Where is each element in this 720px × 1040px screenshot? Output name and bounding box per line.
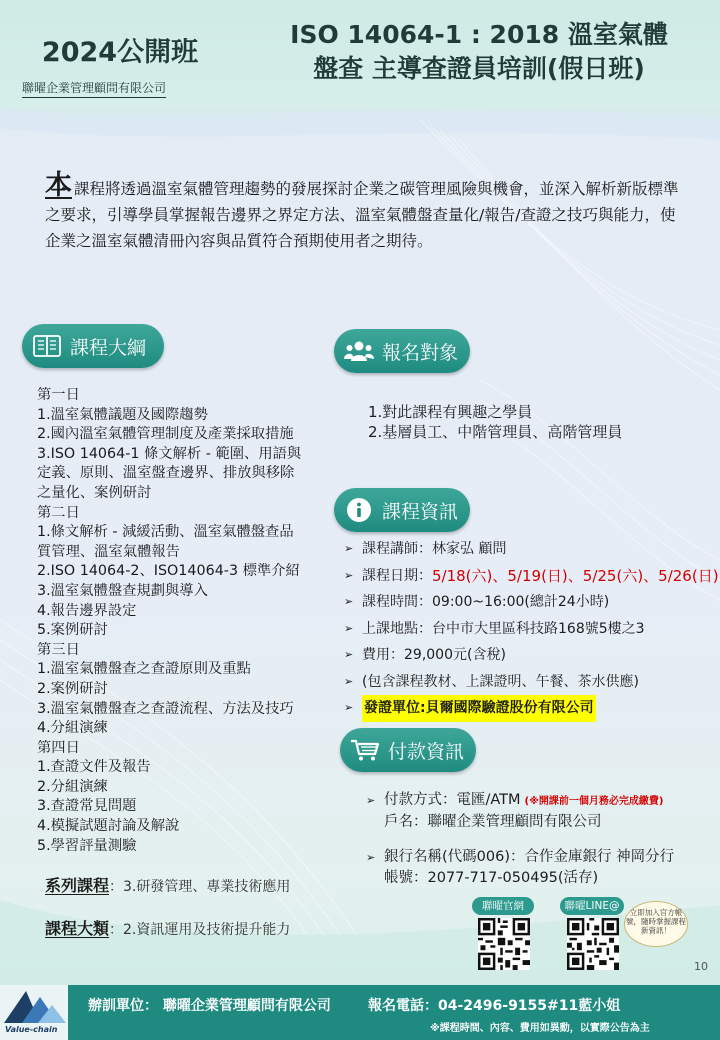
footer-organizer: 辦訓單位： 聯曜企業管理顧問有限公司 (88, 998, 331, 1014)
list-item: 2.基層員工、中階管理員、高階管理員 (368, 423, 623, 441)
payment-info (366, 790, 674, 888)
list-item: 第四日 (37, 739, 80, 756)
payment-note: (※開課前一個月務必完成繳費) (524, 796, 664, 807)
info-fee-text: 費用：29,000元(含稅) (362, 647, 506, 663)
category-value: ：2.資訊運用及技術提升能力 (109, 922, 291, 938)
list-item: 4.模擬試題討論及解說 (37, 818, 180, 835)
page-number: 10 (694, 960, 708, 973)
arrow-bullet-icon: ➢ (366, 794, 376, 807)
people-icon (344, 336, 374, 366)
series-value: ：3.研發管理、專業技術應用 (109, 879, 291, 895)
arrow-bullet-icon: ➢ (344, 595, 354, 608)
course-title-line1: ISO 14064-1 : 2018 溫室氣體 (290, 20, 668, 49)
qr-website-label: 聯曜官網 (472, 897, 534, 915)
arrow-bullet-icon: ➢ (344, 621, 354, 635)
section-target-pill (334, 329, 470, 373)
section-outline-label: 課程大綱 (70, 336, 147, 359)
target-list (368, 402, 622, 442)
payment-bank-row (366, 847, 674, 868)
info-includes (344, 669, 719, 696)
info-time-text: 課程時間：09:00~16:00(總計24小時) (362, 594, 610, 610)
course-title-line2: 盤查 主導查證員培訓(假日班) (313, 54, 645, 83)
list-item: 3.查證常見問題 (37, 798, 137, 815)
list-item: 1.條文解析 - 減緩活動、溫室氣體盤查品 (37, 524, 294, 541)
series-label: 系列課程 (45, 876, 110, 895)
intro-paragraph (45, 170, 685, 254)
list-item: 第三日 (37, 641, 80, 658)
info-location (344, 616, 719, 643)
info-icon (344, 495, 374, 525)
series-course (45, 873, 290, 896)
payment-method: 付款方式：電匯/ATM (384, 792, 521, 808)
intro-first-char: 本 (45, 170, 72, 201)
course-outline-list (37, 386, 337, 856)
year-title: 2024公開班 (41, 37, 199, 68)
list-item: 1.查證文件及報告 (37, 759, 151, 776)
category-label: 課程大類 (45, 919, 110, 938)
list-item: 4.分組演練 (37, 720, 108, 737)
footer-logo-text: Value-chain (5, 1025, 58, 1034)
list-item: 1.溫室氣體議題及國際趨勢 (37, 406, 208, 423)
footer-logo (0, 985, 68, 1040)
course-title (248, 18, 710, 86)
course-info-list (344, 536, 719, 722)
section-target-label: 報名對象 (382, 341, 459, 364)
info-dates-label: 課程日期： (362, 567, 432, 584)
mountain-logo-icon (0, 985, 68, 1025)
info-includes-text: (包含課程教材、上課證明、午餐、茶水供應) (362, 673, 639, 690)
info-issuer-text: 發證單位:貝爾國際驗證股份有限公司 (362, 695, 596, 722)
qr-website-code[interactable] (478, 918, 530, 970)
list-item: 1.對此課程有興趣之學員 (368, 403, 533, 421)
section-info-label: 課程資訊 (382, 500, 459, 523)
section-outline-pill (22, 324, 164, 368)
arrow-bullet-icon: ➢ (344, 568, 354, 582)
book-icon (32, 331, 62, 361)
arrow-bullet-icon: ➢ (344, 701, 354, 714)
list-item: 3.ISO 14064-1 條文解析 - 範圍、用語與 (37, 445, 302, 462)
list-item: 2.分組演練 (37, 778, 108, 795)
info-location-text: 上課地點：台中市大里區科技路168號5樓之3 (362, 620, 645, 637)
info-time (344, 589, 719, 616)
payment-method-row (366, 790, 674, 812)
info-fee (344, 642, 719, 669)
arrow-bullet-icon: ➢ (366, 851, 376, 864)
list-item: 第一日 (37, 387, 80, 403)
footer-phone: 報名電話：04-2496-9155#11藍小姐 (368, 998, 621, 1014)
arrow-bullet-icon: ➢ (344, 542, 354, 555)
list-item: 第二日 (37, 504, 80, 521)
info-lecturer (344, 536, 719, 563)
list-item: 3.溫室氣體盤查之查證流程、方法及技巧 (37, 700, 294, 717)
list-item: 2.案例研討 (37, 680, 108, 697)
info-lecturer-text: 課程講師：林家弘 顧問 (362, 541, 507, 557)
list-item: 1.溫室氣體盤查之查證原則及重點 (37, 661, 251, 678)
list-item: 2.ISO 14064-2、ISO14064-3 標準介紹 (37, 563, 300, 580)
info-dates-value: 5/18(六)、5/19(日)、5/25(六)、5/26(日) (432, 566, 719, 585)
list-item: 4.報告邊界設定 (37, 602, 137, 619)
qr-line-label: 聯曜LINE@ (560, 897, 624, 915)
list-item: 5.學習評量測驗 (37, 837, 137, 854)
intro-text: 課程將透過溫室氣體管理趨勢的發展探討企業之碳管理風險與機會，並深入解析新版標準之要求，引導學員掌握報告邊界之界定方法、溫室氣體盤查量化/報告/查證之技巧與能力，使企業之溫室氣體清冊內容與品質符合預期使用者之期待。 (45, 180, 679, 250)
payment-account-name: 戶名：聯曜企業管理顧問有限公司 (384, 814, 602, 830)
arrow-bullet-icon: ➢ (344, 674, 354, 688)
list-item: 2.國內溫室氣體管理制度及產業採取措施 (37, 426, 294, 443)
info-issuer (344, 695, 719, 722)
section-info-pill (334, 488, 470, 532)
company-name: 聯曜企業管理顧問有限公司 (22, 79, 166, 98)
course-category (45, 916, 290, 939)
line-join-bubble: 立即加入官方帳號，隨時掌握課程新資訊！ (624, 901, 688, 947)
list-item: 5.案例研討 (37, 622, 108, 639)
list-item: 3.溫室氣體盤查規劃與導入 (37, 582, 208, 599)
qr-line-code[interactable] (567, 918, 619, 970)
arrow-bullet-icon: ➢ (344, 648, 354, 661)
payment-account-number: 帳號：2077-717-050495(活存) (384, 870, 599, 886)
list-item: 質管理、溫室氣體報告 (37, 543, 180, 560)
cart-icon (350, 735, 380, 765)
info-dates (344, 563, 719, 590)
section-payment-pill (340, 728, 476, 772)
list-item: 之量化、案例研討 (37, 484, 152, 501)
list-item: 定義、原則、溫室盤查邊界、排放與移除 (37, 465, 295, 482)
footer-note: ※課程時間、內容、費用如異動，以實際公告為主 (430, 1023, 650, 1034)
section-payment-label: 付款資訊 (388, 740, 465, 763)
payment-bank: 銀行名稱(代碼006)：合作金庫銀行 神岡分行 (384, 849, 675, 865)
